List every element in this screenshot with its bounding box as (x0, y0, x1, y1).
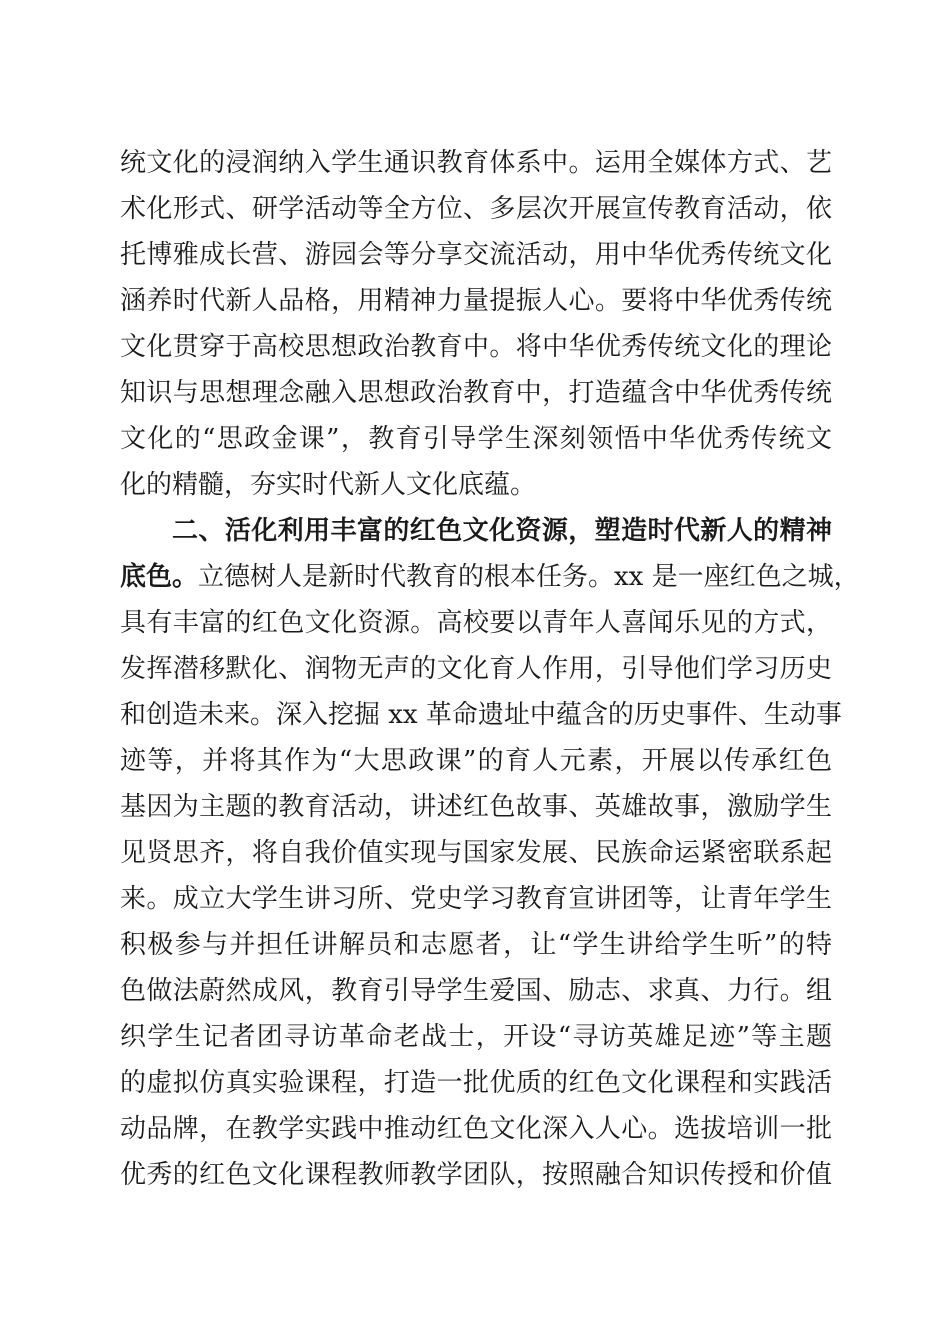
paragraph-2-line: 积极参与并担任讲解员和志愿者，让“学生讲给学生听”的特 (120, 930, 832, 960)
paragraph-2-text: 立德树人是新时代教育的根本任务。xx 是一座红色之城， (198, 562, 860, 592)
paragraph-2-line: 发挥潜移默化、润物无声的文化育人作用，引导他们学习历史 (120, 654, 832, 684)
paragraph-1-line: 托博雅成长营、游园会等分享交流活动，用中华优秀传统文化 (120, 240, 832, 270)
paragraph-2-line: 优秀的红色文化课程教师教学团队，按照融合知识传授和价值 (120, 1160, 832, 1190)
paragraph-2-line: 来。成立大学生讲习所、党史学习教育宣讲团等，让青年学生 (120, 884, 832, 914)
paragraph-2-line: 具有丰富的红色文化资源。高校要以青年人喜闻乐见的方式， (120, 608, 832, 638)
paragraph-1-line: 知识与思想理念融入思想政治教育中，打造蕴含中华优秀传统 (120, 378, 832, 408)
section-heading-end: 底色。 (120, 562, 199, 592)
paragraph-2-line (120, 555, 860, 599)
paragraph-1-line: 涵养时代新人品格，用精神力量提振人心。要将中华优秀传统 (120, 286, 832, 316)
paragraph-2-line: 动品牌，在教学实践中推动红色文化深入人心。选拔培训一批 (120, 1114, 832, 1144)
paragraph-2-line: 的虚拟仿真实验课程，打造一批优质的红色文化课程和实践活 (120, 1068, 832, 1098)
paragraph-2-line: 和创造未来。深入挖掘 xx 革命遗址中蕴含的历史事件、生动事 (120, 700, 842, 730)
paragraph-1-line: 术化形式、研学活动等全方位、多层次开展宣传教育活动，依 (120, 194, 832, 224)
paragraph-1-line: 文化的“思政金课”，教育引导学生深刻领悟中华优秀传统文 (120, 424, 832, 454)
paragraph-2-line: 见贤思齐，将自我价值实现与国家发展、民族命运紧密联系起 (120, 838, 832, 868)
paragraph-1-line: 化的精髓，夯实时代新人文化底蕴。 (120, 470, 537, 500)
paragraph-2-line: 迹等，并将其作为“大思政课”的育人元素，开展以传承红色 (120, 746, 832, 776)
paragraph-2-line: 色做法蔚然成风，教育引导学生爱国、励志、求真、力行。组 (120, 976, 832, 1006)
section-heading: 二、活化利用丰富的红色文化资源，塑造时代新人的精神 (172, 516, 832, 546)
paragraph-1-line: 文化贯穿于高校思想政治教育中。将中华优秀传统文化的理论 (120, 332, 832, 362)
paragraph-1-line: 统文化的浸润纳入学生通识教育体系中。运用全媒体方式、艺 (120, 148, 832, 178)
paragraph-2-line: 基因为主题的教育活动，讲述红色故事、英雄故事，激励学生 (120, 792, 832, 822)
paragraph-2-line: 织学生记者团寻访革命老战士，开设“寻访英雄足迹”等主题 (120, 1022, 832, 1052)
